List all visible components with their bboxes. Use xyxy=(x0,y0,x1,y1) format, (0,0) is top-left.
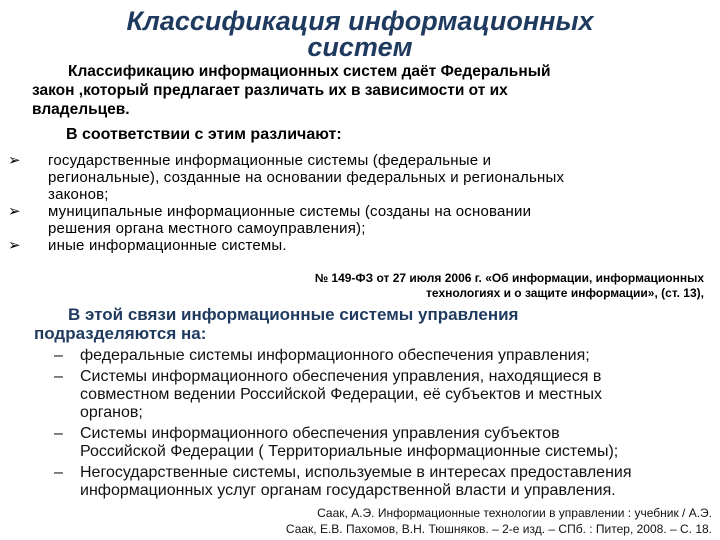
reference-line-2: Саак, Е.В. Пахомов, В.Н. Тюшняков. – 2-е изд. – СПб. : Питер, 2008. – С. 18. xyxy=(285,522,712,536)
dash-item xyxy=(54,347,706,365)
arrow-bullet-icon: ➢ xyxy=(8,237,21,254)
title-line-2: систем xyxy=(307,32,413,62)
bullet-line: иные информационные системы. xyxy=(48,237,287,254)
dash-line: Системы информационного обеспечения управления субъектов xyxy=(80,425,560,442)
intro-paragraph xyxy=(32,62,712,119)
law-line-2: технологиях и о защите информации», (ст. 13), xyxy=(426,286,704,300)
law-line-1: № 149-ФЗ от 27 июля 2006 г. «Об информации, информационных xyxy=(314,271,704,285)
section-heading xyxy=(34,305,714,343)
reference-line-1: Саак, А.Э. Информационные технологии в управлении : учебник / А.Э. xyxy=(317,506,712,520)
bullet-line: региональные), созданные на основании федеральных и региональных xyxy=(48,169,565,186)
bullet-item xyxy=(8,203,708,237)
bullet-item xyxy=(8,152,708,203)
dash-bullet-icon: – xyxy=(54,425,63,442)
bibliographic-reference xyxy=(152,505,712,537)
arrow-bullet-icon: ➢ xyxy=(8,203,21,220)
bullet-item xyxy=(8,237,708,254)
bullet-list xyxy=(8,152,708,254)
arrow-bullet-icon: ➢ xyxy=(8,152,21,169)
dash-bullet-icon: – xyxy=(54,368,63,385)
bullet-line: решения органа местного самоуправления); xyxy=(48,220,366,237)
dash-item xyxy=(54,368,706,422)
section-line-2: подразделяются на: xyxy=(34,324,207,343)
bullet-line: государственные информационные системы (федеральные и xyxy=(48,152,492,169)
bullet-line: муниципальные информационные системы (созданы на основании xyxy=(48,203,532,220)
dash-line: федеральные системы информационного обеспечения управления; xyxy=(80,347,590,364)
dash-line: органов; xyxy=(80,404,143,421)
dash-item xyxy=(54,425,706,461)
dash-line: Негосударственные системы, используемые в интересах предоставления xyxy=(80,464,632,481)
dash-list xyxy=(54,347,706,503)
subheading: В соответствии с этим различают: xyxy=(66,126,342,143)
intro-line-2: закон ,который предлагает различать их в зависимости от их xyxy=(32,82,508,99)
page-title xyxy=(0,8,720,60)
title-line-1: Классификация информационных xyxy=(126,6,594,36)
bullet-line: законов; xyxy=(48,186,109,203)
dash-line: информационных услуг органам государственной власти и управления. xyxy=(80,482,616,499)
dash-bullet-icon: – xyxy=(54,464,63,481)
intro-line-1: Классификацию информационных систем даёт Федеральный xyxy=(68,63,551,80)
dash-item xyxy=(54,464,706,500)
dash-bullet-icon: – xyxy=(54,347,63,364)
intro-line-3: владельцев. xyxy=(32,101,130,118)
section-line-1: В этой связи информационные системы управления xyxy=(68,305,519,324)
law-citation xyxy=(144,271,704,301)
dash-line: Системы информационного обеспечения управления, находящиеся в xyxy=(80,368,602,385)
dash-line: совместном ведении Российской Федерации, её субъектов и местных xyxy=(80,386,603,403)
dash-line: Российской Федерации ( Территориальные информационные системы); xyxy=(80,443,619,460)
